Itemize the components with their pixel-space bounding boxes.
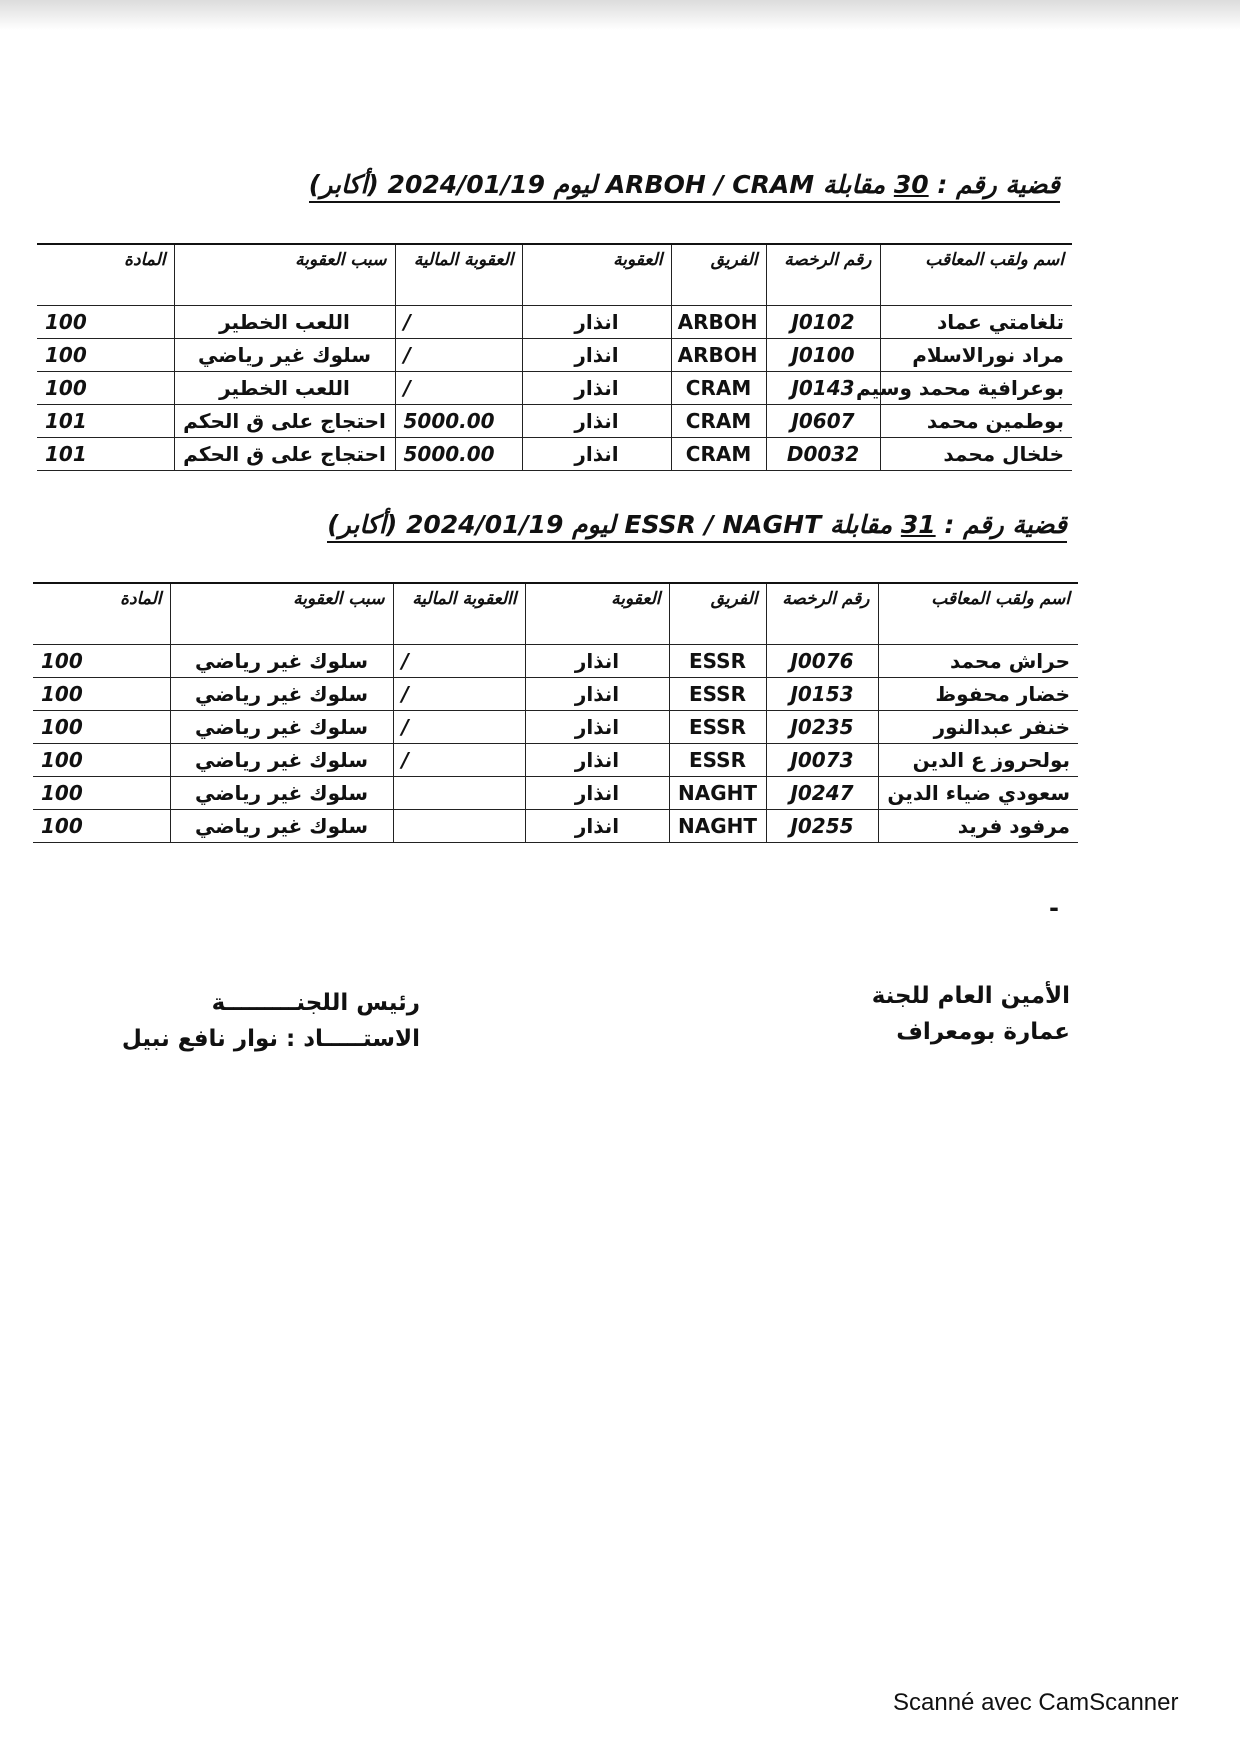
table-row	[33, 711, 1078, 744]
player-name: سعودي ضياء الدين	[878, 777, 1078, 810]
table-row	[37, 438, 1072, 471]
fine-amount: /	[393, 711, 525, 744]
article-number: 101	[37, 405, 174, 438]
penalty: انذار	[522, 306, 671, 339]
article-number: 100	[37, 372, 174, 405]
penalty: انذار	[522, 438, 671, 471]
player-name: خضار محفوظ	[878, 678, 1078, 711]
header-team: الفريق	[669, 583, 766, 645]
secretary-name: عمارة بومعراف	[896, 1019, 1070, 1045]
secretary-title: الأمين العام للجنة	[871, 983, 1070, 1009]
license-number: J0153	[766, 678, 878, 711]
penalty-reason: سلوك غير رياضي	[170, 810, 393, 843]
penalty: انذار	[525, 678, 669, 711]
team-code: ESSR	[669, 744, 766, 777]
header-penalty: العقوبة	[522, 244, 671, 306]
table-header-row	[37, 244, 1072, 306]
license-number: D0032	[766, 438, 880, 471]
table-row	[37, 405, 1072, 438]
fine-amount: /	[395, 339, 522, 372]
license-number: J0607	[766, 405, 880, 438]
player-name: حراش محمد	[878, 645, 1078, 678]
penalty-reason: احتجاج على ق الحكم	[174, 438, 395, 471]
fine-amount: /	[393, 645, 525, 678]
header-team: الفريق	[671, 244, 766, 306]
license-number: J0102	[766, 306, 880, 339]
header-article: المادة	[33, 583, 170, 645]
penalty: انذار	[522, 405, 671, 438]
table-row	[33, 744, 1078, 777]
team-code: CRAM	[671, 405, 766, 438]
header-reason: سبب العقوبة	[174, 244, 395, 306]
team-code: ARBOH	[671, 339, 766, 372]
penalty-reason: اللعب الخطير	[174, 372, 395, 405]
table-row	[33, 678, 1078, 711]
fine-amount	[393, 777, 525, 810]
table-header-row	[33, 583, 1078, 645]
president-title: رئيس اللجنـــــــــة	[211, 990, 420, 1016]
team-code: CRAM	[671, 438, 766, 471]
license-number: J0076	[766, 645, 878, 678]
player-name: بولحروز ع الدين	[878, 744, 1078, 777]
case-title-prefix: قضية رقم :	[935, 510, 1067, 539]
player-name: بوطمين محمد	[880, 405, 1072, 438]
penalty-reason: احتجاج على ق الحكم	[174, 405, 395, 438]
dash-mark: -	[1049, 894, 1059, 922]
penalty: انذار	[525, 645, 669, 678]
header-penalty: العقوبة	[525, 583, 669, 645]
team-code: ESSR	[669, 645, 766, 678]
team-code: NAGHT	[669, 777, 766, 810]
fine-amount: /	[393, 744, 525, 777]
penalty-reason: سلوك غير رياضي	[170, 744, 393, 777]
table-row	[37, 339, 1072, 372]
penalty-reason: سلوك غير رياضي	[170, 777, 393, 810]
player-name: مرفود فريد	[878, 810, 1078, 843]
case-number: 30	[893, 170, 929, 199]
article-number: 100	[37, 339, 174, 372]
fine-amount: /	[393, 678, 525, 711]
president-signature-block	[122, 985, 420, 1057]
header-fine: العقوبة المالية	[395, 244, 522, 306]
fine-amount	[393, 810, 525, 843]
penalty: انذار	[522, 372, 671, 405]
player-name: تلغامتي عماد	[880, 306, 1072, 339]
penalty: انذار	[525, 810, 669, 843]
team-code: NAGHT	[669, 810, 766, 843]
article-number: 100	[33, 744, 170, 777]
player-name: خلخال محمد	[880, 438, 1072, 471]
case-title-30	[309, 170, 1060, 203]
fine-amount: /	[395, 306, 522, 339]
article-number: 100	[33, 645, 170, 678]
penalty-reason: اللعب الخطير	[174, 306, 395, 339]
article-number: 100	[33, 711, 170, 744]
president-name: الاستـــــاد : نوار نافع نبيل	[121, 1026, 420, 1052]
case-title-rest: مقابلة ESSR / NAGHT ليوم 2024/01/19 (أكابر)	[327, 510, 901, 539]
article-number: 101	[37, 438, 174, 471]
license-number: J0255	[766, 810, 878, 843]
case-title-prefix: قضية رقم :	[928, 170, 1060, 199]
penalty: انذار	[525, 711, 669, 744]
player-name: خنفر عبدالنور	[878, 711, 1078, 744]
penalty-reason: سلوك غير رياضي	[170, 645, 393, 678]
article-number: 100	[33, 810, 170, 843]
penalty-reason: سلوك غير رياضي	[174, 339, 395, 372]
penalty: انذار	[525, 744, 669, 777]
header-article: المادة	[37, 244, 174, 306]
table-row	[37, 306, 1072, 339]
player-name: مراد نورالاسلام	[880, 339, 1072, 372]
article-number: 100	[37, 306, 174, 339]
table-row	[37, 372, 1072, 405]
table-row	[33, 810, 1078, 843]
penalty-reason: سلوك غير رياضي	[170, 678, 393, 711]
team-code: ESSR	[669, 711, 766, 744]
header-reason: سبب العقوبة	[170, 583, 393, 645]
penalty-reason: سلوك غير رياضي	[170, 711, 393, 744]
article-number: 100	[33, 777, 170, 810]
table-row	[33, 777, 1078, 810]
penalty: انذار	[525, 777, 669, 810]
team-code: ARBOH	[671, 306, 766, 339]
team-code: CRAM	[671, 372, 766, 405]
player-name: بوعرافية محمد وسيم	[880, 372, 1072, 405]
case-title-rest: مقابلة ARBOH / CRAM ليوم 2024/01/19 (أكابر)	[308, 170, 894, 199]
license-number: J0100	[766, 339, 880, 372]
team-code: ESSR	[669, 678, 766, 711]
camscanner-watermark: Scanné avec CamScanner	[893, 1689, 1179, 1716]
header-name: اسم ولقب المعاقب	[880, 244, 1072, 306]
license-number: J0235	[766, 711, 878, 744]
license-number: J0143	[766, 372, 880, 405]
fine-amount: /	[395, 372, 522, 405]
penalty: انذار	[522, 339, 671, 372]
scan-top-shadow	[0, 0, 1240, 30]
fine-amount: 5000.00	[395, 405, 522, 438]
sanctions-table-case-31	[33, 582, 1078, 843]
case-title-31	[327, 510, 1067, 543]
header-fine: االعقوبة المالية	[393, 583, 525, 645]
license-number: J0073	[766, 744, 878, 777]
fine-amount: 5000.00	[395, 438, 522, 471]
header-license: رقم الرخصة	[766, 583, 878, 645]
sanctions-table-case-30	[37, 243, 1072, 471]
header-license: رقم الرخصة	[766, 244, 880, 306]
license-number: J0247	[766, 777, 878, 810]
header-name: اسم ولقب المعاقب	[878, 583, 1078, 645]
table-row	[33, 645, 1078, 678]
secretary-signature-block	[872, 978, 1070, 1050]
case-number: 31	[900, 510, 936, 539]
article-number: 100	[33, 678, 170, 711]
